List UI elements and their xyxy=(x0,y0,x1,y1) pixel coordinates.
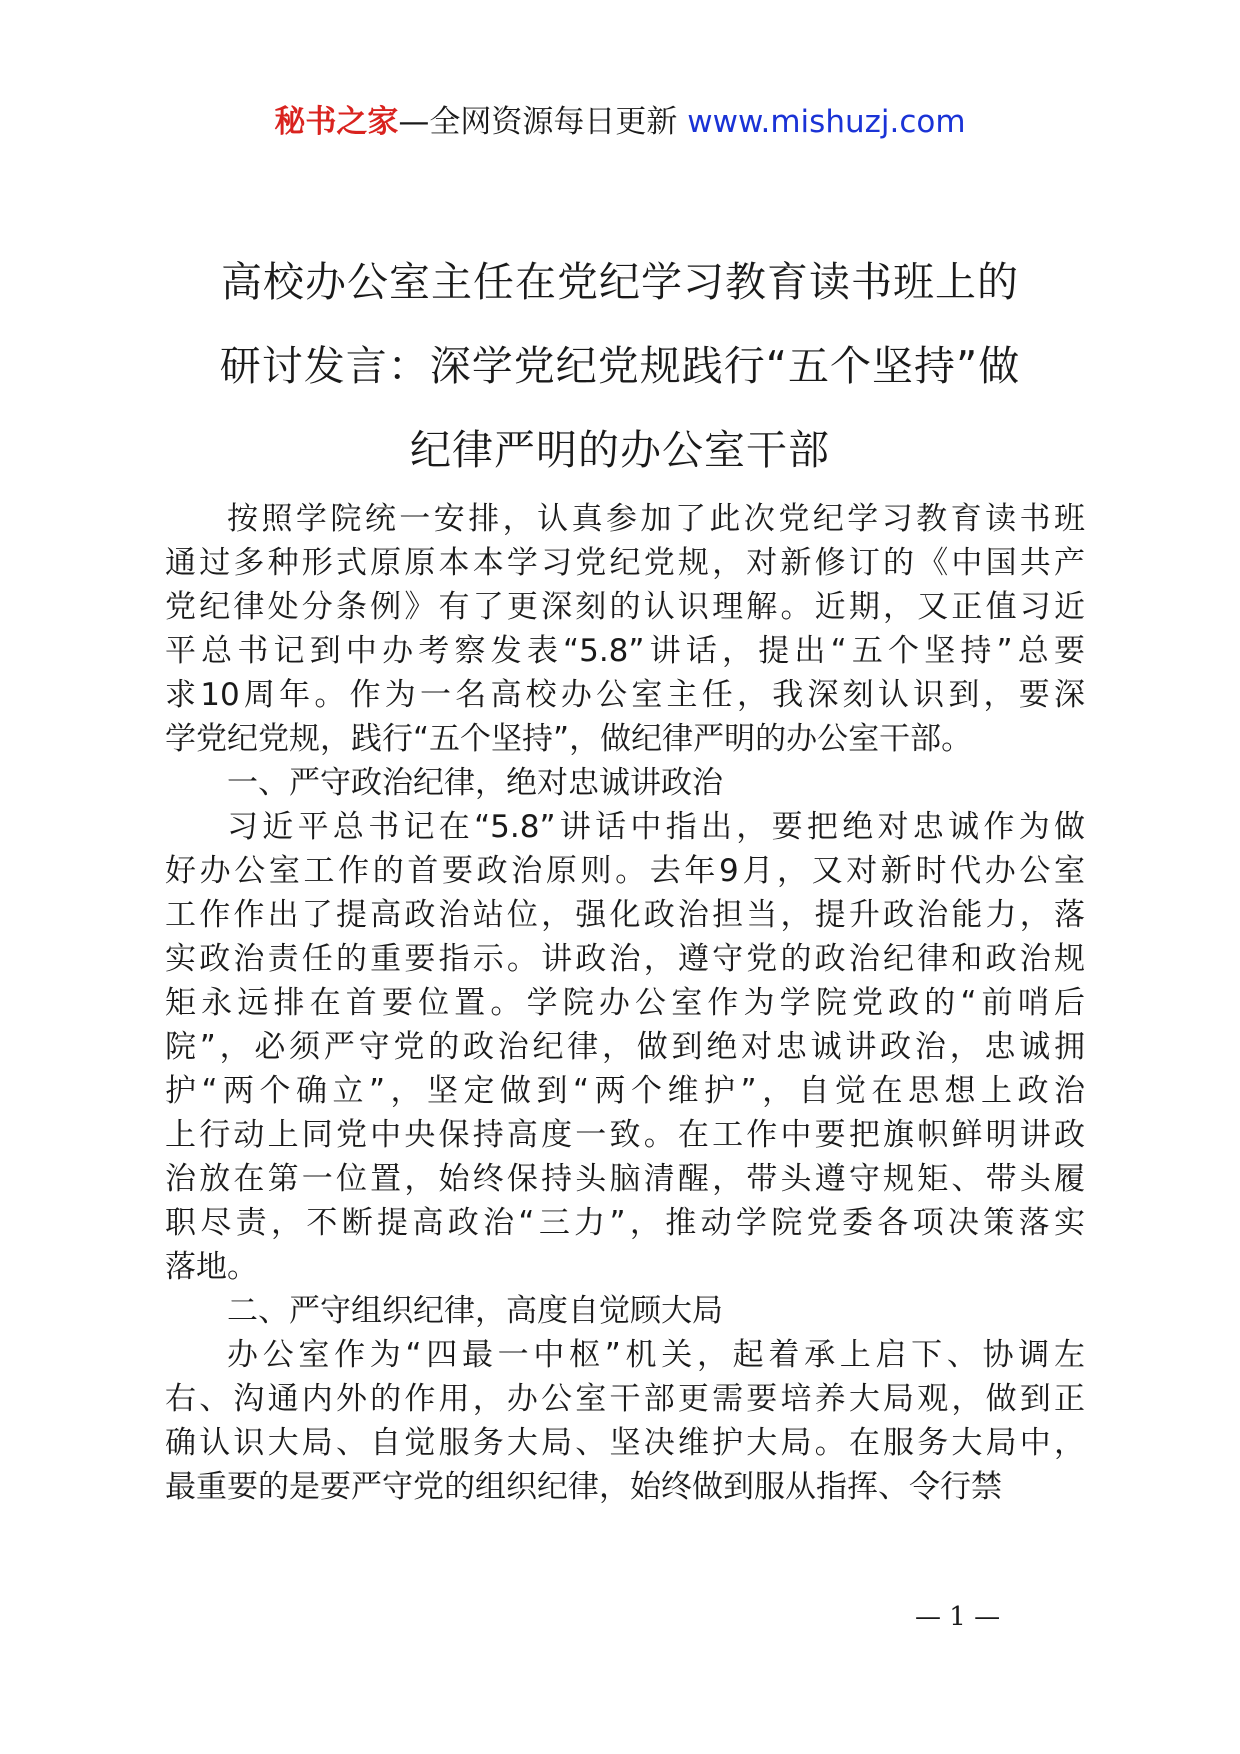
paragraph-line: 落地。 xyxy=(165,1249,258,1285)
paragraph-line: 治放在第一位置，始终保持头脑清醒，带头遵守规矩、带头履 xyxy=(165,1161,1085,1197)
paragraph-line: 平总书记到中办考察发表“5.8”讲话，提出“五个坚持”总要 xyxy=(165,633,1085,669)
paragraph-line: 求10周年。作为一名高校办公室主任，我深刻认识到，要深 xyxy=(165,677,1085,713)
paragraph-line: 办公室作为“四最一中枢”机关，起着承上启下、协调左 xyxy=(227,1337,1085,1373)
paragraph-line: 习近平总书记在“5.8”讲话中指出，要把绝对忠诚作为做 xyxy=(227,809,1085,845)
paragraph-line: 院”，必须严守党的政治纪律，做到绝对忠诚讲政治，忠诚拥 xyxy=(165,1029,1085,1065)
section-heading: 一、严守政治纪律，绝对忠诚讲政治 xyxy=(227,765,723,801)
paragraph-line: 上行动上同党中央保持高度一致。在工作中要把旗帜鲜明讲政 xyxy=(165,1117,1085,1153)
brand-name: 秘书之家 xyxy=(274,104,399,140)
document-title xyxy=(140,240,1100,492)
paragraph-line: 矩永远排在首要位置。学院办公室作为学院党政的“前哨后 xyxy=(165,985,1085,1021)
paragraph-line: 通过多种形式原原本本学习党纪党规，对新修订的《中国共产 xyxy=(165,545,1085,581)
section-heading: 二、严守组织纪律，高度自觉顾大局 xyxy=(227,1293,723,1329)
paragraph-line: 实政治责任的重要指示。讲政治，遵守党的政治纪律和政治规 xyxy=(165,941,1085,977)
title-line: 研讨发言：深学党纪党规践行“五个坚持”做 xyxy=(219,342,1021,390)
paragraph-line: 党纪律处分条例》有了更深刻的认识理解。近期，又正值习近 xyxy=(165,589,1085,625)
paragraph-line: 好办公室工作的首要政治原则。去年9月，又对新时代办公室 xyxy=(165,853,1085,889)
paragraph-line: 右、沟通内外的作用，办公室干部更需要培养大局观，做到正 xyxy=(165,1381,1085,1417)
page-number: — 1 — xyxy=(915,1602,1001,1632)
paragraph-line: 职尽责，不断提高政治“三力”，推动学院党委各项决策落实 xyxy=(165,1205,1085,1241)
paragraph-line: 学党纪党规，践行“五个坚持”，做纪律严明的办公室干部。 xyxy=(165,721,973,757)
paragraph-line: 工作作出了提高政治站位，强化政治担当，提升政治能力，落 xyxy=(165,897,1085,933)
site-banner xyxy=(0,100,1240,144)
banner-tagline: —全网资源每日更新 xyxy=(398,104,678,140)
paragraph-line: 护“两个确立”，坚定做到“两个维护”，自觉在思想上政治 xyxy=(165,1073,1085,1109)
body-paragraph xyxy=(165,497,1085,761)
body-paragraph xyxy=(165,1333,1085,1509)
document-body xyxy=(165,497,1085,1509)
body-paragraph xyxy=(165,805,1085,1289)
paragraph-line: 确认识大局、自觉服务大局、坚决维护大局。在服务大局中， xyxy=(165,1425,1085,1461)
paragraph-line: 最重要的是要严守党的组织纪律，始终做到服从指挥、令行禁 xyxy=(165,1469,1002,1505)
title-line: 高校办公室主任在党纪学习教育读书班上的 xyxy=(221,258,1019,306)
paragraph-line: 按照学院统一安排，认真参加了此次党纪学习教育读书班 xyxy=(227,501,1085,537)
site-url-link[interactable]: www.mishuzj.com xyxy=(687,104,966,140)
title-line: 纪律严明的办公室干部 xyxy=(410,426,830,474)
